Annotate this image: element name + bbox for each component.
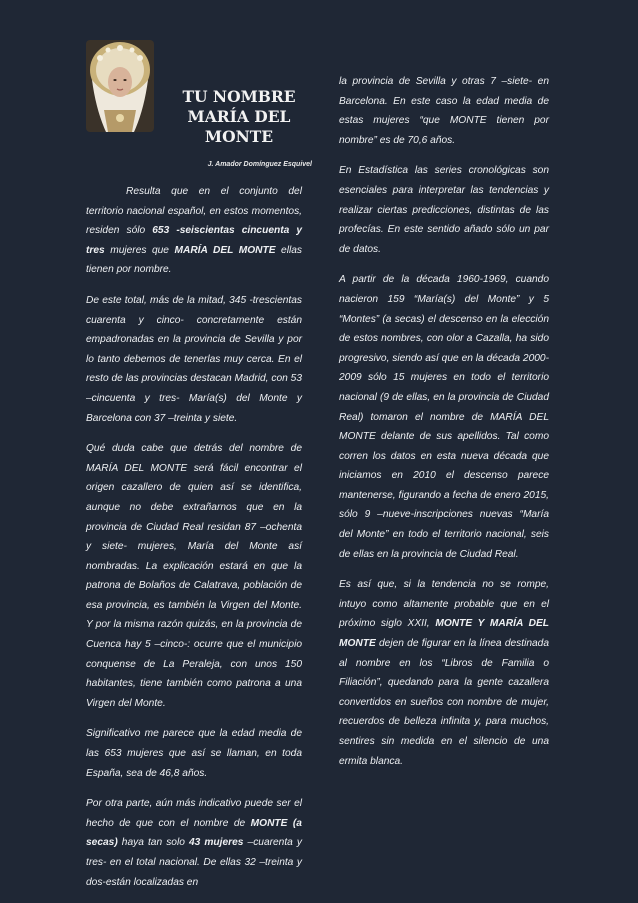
bold-text: MARÍA DEL MONTE [174,244,276,256]
paragraph [339,161,549,259]
paragraph [86,724,302,783]
text-run: Qué duda cabe que detrás del nombre de MARÍA DEL MONTE será fácil encontrar el origen cazallero de quien así se identifica, aunque no debe extrañarnos que en la provincia de Ciudad Real residan 87 –ochenta y siete- mujeres, María del Monte así nombradas. La explicación estará en que la patrona de Bolaños de Calatrava, población de esa provincia, es también la Virgen del Monte. Y por la misma razón quizás, en la provincia de Cuenca hay 5 –cinco-: ocurre que el municipio conquense de La Peraleja, con unos 150 habitantes, tiene también como patrona a una Virgen del Monte. [86,443,302,709]
paragraph [339,575,549,771]
text-run: –cuarenta y tres- en el total nacional. De ellas 32 –treinta y dos-están localizadas en [86,837,302,888]
right-column [339,72,549,782]
left-column-text [86,156,302,892]
text-run: haya tan solo [117,837,189,849]
article-header [86,0,312,168]
text-run: Es así que, si la tendencia no se rompe, intuyo como altamente probable que en el próximo siglo XXII, [339,579,549,630]
bold-text: MONTE (a secas) [86,817,302,849]
paragraph [339,270,549,564]
left-column [86,0,312,903]
title-block [164,87,314,147]
text-run: Significativo me parece que la edad media de las 653 mujeres que así se llaman, en toda España, sea de 46,8 años. [86,728,302,779]
text-run: En Estadística las series cronológicas son esenciales para interpretar las tendencias y realizar ciertas predicciones, distintas de las profecías. En este sentido añado sólo un par de datos. [339,165,549,255]
author-name: J. Amador Domínguez Esquivel [207,161,312,168]
paragraph [86,182,302,280]
right-column-text [339,72,549,771]
virgin-portrait-image [86,40,154,132]
text-run: A partir de la década 1960-1969, cuando nacieron 159 “María(s) del Monte” y 5 “Montes” (a secas) el descenso en la elección de estos nombres, con olor a Cazalla, ha sido progresivo, siendo así que en la década 2000-2009 sólo 15 mujeres en todo el territorio nacional (9 de ellas, en la provincia de Ciudad Real) tomaron el nombre de MARÍA DEL MONTE delante de sus apellidos. Tal como corren los datos en esta nueva década que iniciamos en 2010 el descenso parece mantenerse, figurando a fecha de enero 2015, sólo 9 –nueve-inscripciones nuevas “María del Monte” en todo el territorio nacional, seis de ellas en la provincia de Ciudad Real. [339,274,549,560]
text-run: la provincia de Sevilla y otras 7 –siete- en Barcelona. En este caso la edad media de estas mujeres “que MONTE tienen por nombre” es de 70,6 años. [339,76,549,146]
text-run: mujeres que [104,244,175,256]
bold-text: MONTE Y MARÍA DEL MONTE [339,618,549,650]
paragraph [86,439,302,713]
paragraph [86,794,302,892]
paragraph [339,72,549,150]
paragraph [86,291,302,428]
text-run: Resulta que en el conjunto del territorio nacional español, en estos momentos, residen sólo [86,186,302,237]
bold-text: 43 mujeres [188,837,244,849]
text-run: ellas tienen por nombre. [86,244,302,276]
text-run: Por otra parte, aún más indicativo puede ser el hecho de que con el nombre de [86,798,302,829]
article-title: TU NOMBRE MARÍA DEL MONTE [182,87,296,146]
bold-text: 653 -seiscientas cincuenta y tres [86,225,303,256]
text-run: De este total, más de la mitad, 345 -trescientas cuarenta y cinco- concretamente están empadronadas en la provincia de Sevilla y por lo tanto debemos de tenerlas muy cerca. En el resto de las provincias destacan Madrid, con 53 –cincuenta y tres- María(s) del Monte y Barcelona con 37 –treinta y siete. [86,294,302,424]
text-run: dejen de figurar en la línea destinada al nombre en los “Libros de Familia o Filiación”, quedando para la gente cazallera convertidos en sueños con nombre de mujer, recuerdos de belleza infinita y, para muchos, sentires sin medida en el silencio de una ermita blanca. [339,638,549,767]
